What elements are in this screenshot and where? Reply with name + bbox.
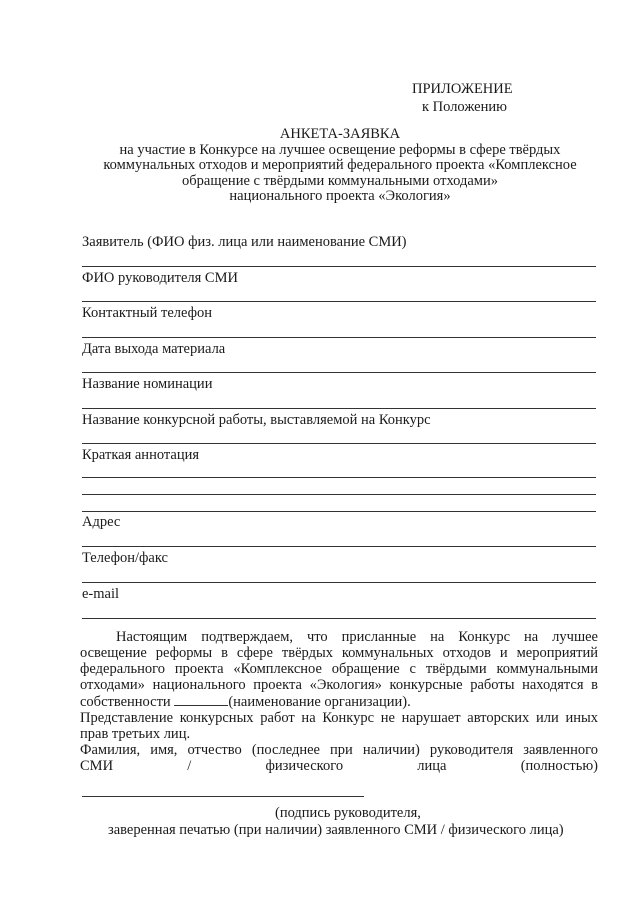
- release-date-label: Дата выхода материала: [82, 341, 226, 357]
- signature-line[interactable]: [82, 796, 364, 797]
- organization-hint: (наименование организации).: [228, 694, 411, 710]
- contact-phone-input-line[interactable]: [82, 337, 596, 338]
- ownership-text: собственности: [80, 694, 171, 710]
- release-date-input-line[interactable]: [82, 372, 596, 373]
- annotation-input-line-2[interactable]: [82, 494, 596, 495]
- applicant-input-line[interactable]: [82, 266, 596, 267]
- work-title-input-line[interactable]: [82, 443, 596, 444]
- statement-ownership-line: [80, 693, 598, 710]
- head-name-input-line[interactable]: [82, 301, 596, 302]
- head-name-label: ФИО руководителя СМИ: [82, 270, 238, 286]
- form-subtitle-line: обращение с твёрдыми коммунальными отходами»: [182, 172, 498, 189]
- form-heading: [80, 127, 600, 205]
- statement-line: освещение реформы в сфере твёрдых коммунальных отходов и мероприятий: [80, 645, 598, 661]
- annotation-input-line-1[interactable]: [82, 477, 596, 478]
- email-label: e-mail: [82, 586, 120, 602]
- form-subtitle-line: на участие в Конкурсе на лучшее освещение реформы в сфере твёрдых: [119, 141, 561, 158]
- form-subtitle-line: коммунальных отходов и мероприятий федерального проекта «Комплексное: [103, 157, 577, 173]
- nomination-label: Название номинации: [82, 376, 213, 392]
- appendix-reference: к Положению: [422, 99, 507, 115]
- address-input-line[interactable]: [82, 546, 596, 547]
- copyright-line: Представление конкурсных работ на Конкурс не нарушает авторских или иных: [80, 710, 598, 726]
- confirmation-statement: [80, 629, 598, 774]
- phone-fax-input-line[interactable]: [82, 582, 596, 583]
- copyright-line: прав третьих лиц.: [80, 726, 191, 742]
- signature-caption: (подпись руководителя,: [275, 805, 421, 821]
- signature-caption-stamp: заверенная печатью (при наличии) заявленного СМИ / физического лица): [108, 822, 564, 838]
- appendix-header: [412, 80, 513, 116]
- statement-line: федерального проекта «Комплексное обращение с твёрдыми коммунальными: [80, 661, 598, 677]
- nomination-input-line[interactable]: [82, 408, 596, 409]
- phone-fax-label: Телефон/факс: [82, 550, 168, 566]
- address-label: Адрес: [82, 514, 121, 530]
- statement-line: отходами» национального проекта «Экология» конкурсные работы находятся в: [80, 677, 598, 693]
- appendix-title: ПРИЛОЖЕНИЕ: [412, 81, 513, 97]
- annotation-label: Краткая аннотация: [82, 447, 200, 463]
- form-subtitle-line: национального проекта «Экология»: [229, 188, 451, 204]
- form-title: АНКЕТА-ЗАЯВКА: [279, 126, 401, 142]
- statement-line: Настоящим подтверждаем, что присланные на Конкурс на лучшее: [116, 629, 598, 645]
- work-title-label: Название конкурсной работы, выставляемой на Конкурс: [82, 412, 431, 428]
- contact-phone-label: Контактный телефон: [82, 305, 213, 321]
- annotation-input-line-3[interactable]: [82, 511, 596, 512]
- full-name-line: СМИ / физического лица (полностью): [80, 758, 598, 774]
- full-name-line: Фамилия, имя, отчество (последнее при наличии) руководителя заявленного: [80, 742, 598, 758]
- applicant-label: Заявитель (ФИО физ. лица или наименование СМИ): [82, 234, 407, 250]
- email-input-line[interactable]: [82, 618, 596, 619]
- form-fields: [82, 233, 596, 619]
- organization-blank[interactable]: [174, 693, 228, 706]
